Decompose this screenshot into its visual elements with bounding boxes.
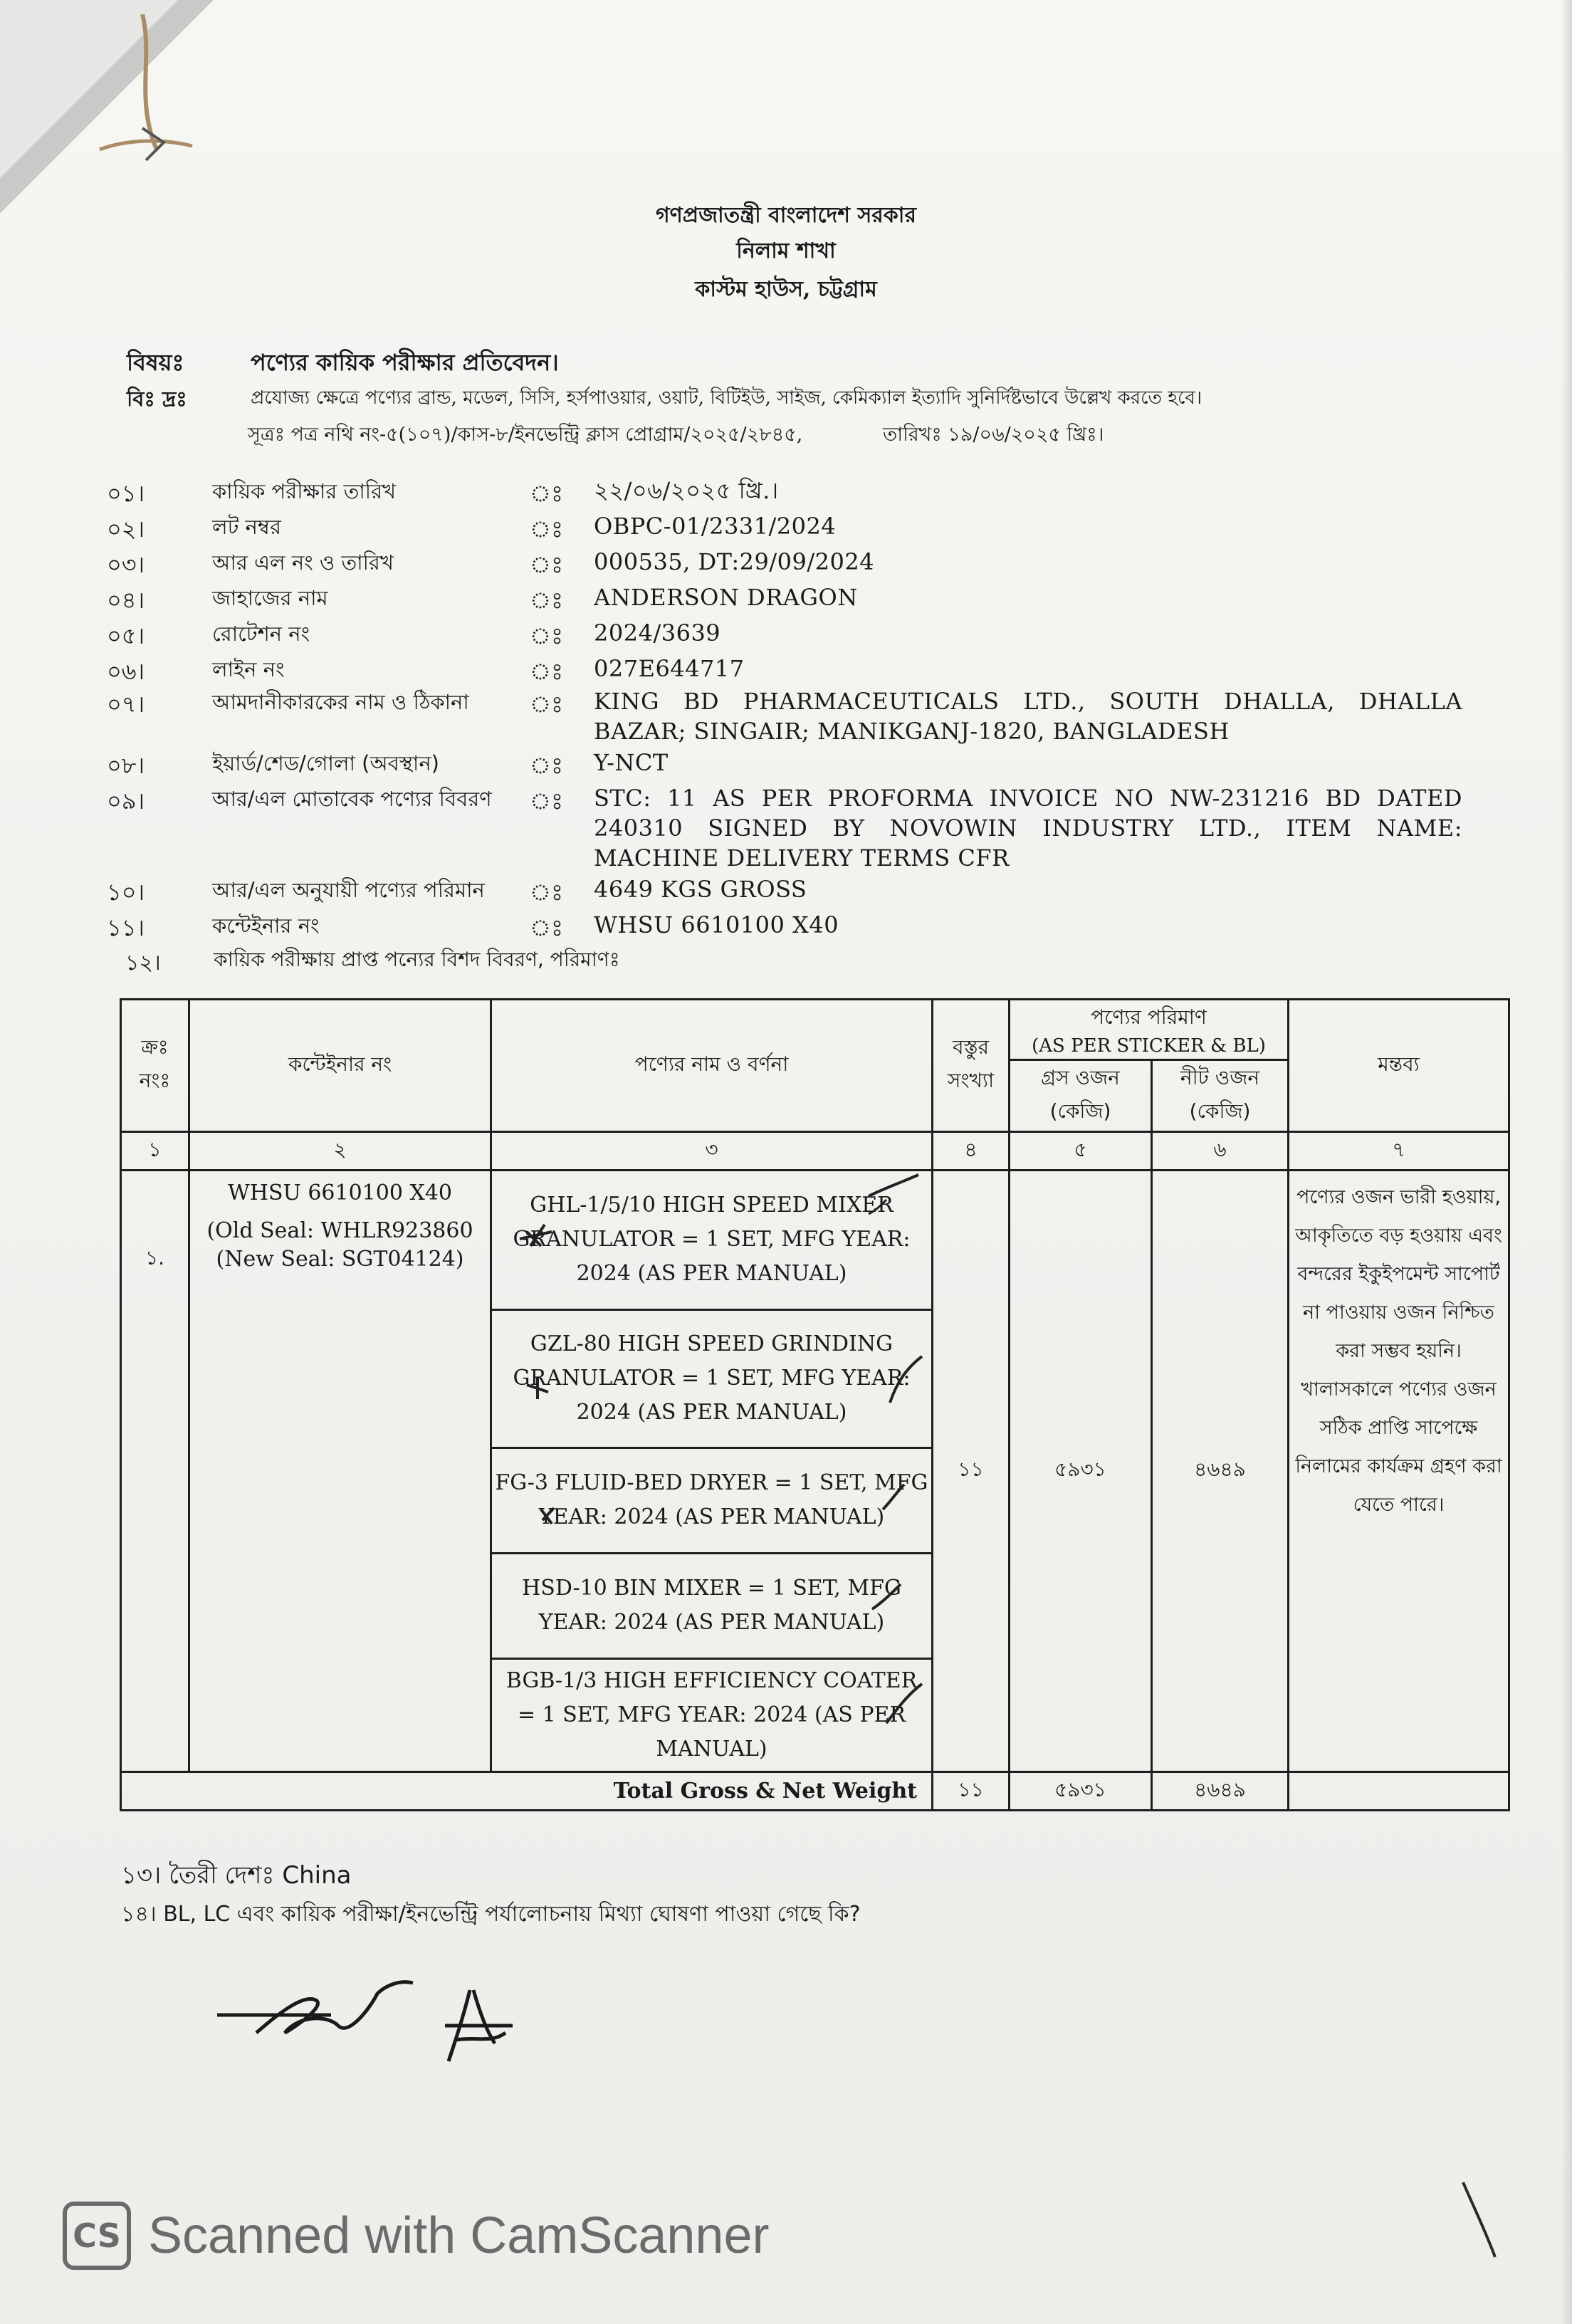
field-label: লাইন নং: [212, 657, 285, 681]
field-number: ০৪।: [107, 587, 145, 614]
field-value: 027E644717: [594, 655, 745, 682]
total-row: [121, 1771, 1509, 1810]
column-number-row: [121, 1131, 1509, 1170]
col-num: ৭: [1289, 1131, 1509, 1170]
header-section: নিলাম শাখা: [736, 239, 836, 263]
total-packages: ১১: [933, 1771, 1010, 1810]
reference-date: তারিখঃ ১৯/০৬/২০২৫ খ্রিঃ।: [883, 424, 1104, 446]
header-goods: পণ্যের নাম ও বর্ণনা: [491, 1000, 933, 1132]
subject-text: পণ্যের কায়িক পরীক্ষার প্রতিবেদন।: [251, 349, 559, 376]
string-tie-icon: [85, 14, 199, 178]
field-colon: ঃ: [530, 787, 564, 815]
field-number: ০১।: [107, 480, 145, 507]
note-text: প্রযোজ্য ক্ষেত্রে পণ্যের ব্রান্ড, মডেল, সিসি, হর্সপাওয়ার, ওয়াট, বিটিইউ, সাইজ, কেমিক্যাল ইত্যাদি সুনির্দিষ্টভাবে উল্লেখ করতে হবে।: [251, 387, 1202, 409]
note-label: বিঃ দ্রঃ: [127, 387, 187, 411]
camscanner-watermark: [63, 2202, 769, 2270]
gross-weight: ৫৯৩১: [1010, 1170, 1152, 1771]
goods-item: GHL-1/5/10 HIGH SPEED MIXER GRANULATOR = 1 SET, MFG YEAR: 2024 (AS PER MANUAL): [491, 1170, 933, 1309]
total-net: ৪৬৪৯: [1152, 1771, 1289, 1810]
field-value: KING BD PHARMACEUTICALS LTD., SOUTH DHALLA, DHALLA BAZAR; SINGAIR; MANIKGANJ-1820, BANGLADESH: [594, 688, 1462, 745]
field-colon: ঃ: [530, 658, 564, 685]
col-num: ৪: [933, 1131, 1010, 1170]
field-number: ০৮।: [107, 752, 145, 779]
field-label: আর/এল অনুযায়ী পণ্যের পরিমান: [212, 878, 485, 902]
total-gross: ৫৯৩১: [1010, 1771, 1152, 1810]
item12-number: ১২।: [125, 951, 161, 975]
field-colon: ঃ: [530, 587, 564, 614]
field-value: ২২/০৬/২০২৫ খ্রি.।: [594, 477, 779, 504]
item14-question: ১৪। BL, LC এবং কায়িক পরীক্ষা/ইনভেন্ট্রি পর্যালোচনায় মিথ্যা ঘোষণা পাওয়া গেছে কি?: [121, 1902, 861, 1927]
header-government: গণপ্রজাতন্ত্রী বাংলাদেশ সরকার: [656, 203, 916, 228]
field-colon: ঃ: [530, 879, 564, 906]
col-num: ৬: [1152, 1131, 1289, 1170]
field-number: ১১।: [107, 914, 145, 941]
total-label: Total Gross & Net Weight: [121, 1771, 933, 1810]
field-value: ANDERSON DRAGON: [594, 584, 858, 611]
field-colon: ঃ: [530, 515, 564, 543]
item12-text: কায়িক পরীক্ষায় প্রাপ্ত পন্যের বিশদ বিবরণ, পরিমাণঃ: [214, 948, 620, 971]
field-label: ইয়ার্ড/শেড/গোলা (অবস্থান): [212, 751, 439, 775]
net-weight: ৪৬৪৯: [1152, 1170, 1289, 1771]
goods-item: GZL-80 HIGH SPEED GRINDING GRANULATOR = 1 SET, MFG YEAR: 2024 (AS PER MANUAL): [491, 1309, 933, 1448]
item13-origin: ১৩। তৈরী দেশঃ China: [121, 1861, 352, 1890]
field-label: জাহাজের নাম: [212, 586, 328, 610]
handwritten-tick-marks: [498, 1168, 940, 1737]
field-value: 2024/3639: [594, 619, 721, 647]
header-remarks: মন্তব্য: [1289, 1000, 1509, 1132]
col-num: ৩: [491, 1131, 933, 1170]
container-cell: [189, 1170, 491, 1771]
field-number: ০৫।: [107, 622, 145, 649]
new-seal: (New Seal: SGT04124): [216, 1246, 464, 1272]
field-value: 4649 KGS GROSS: [594, 876, 807, 903]
header-serial: ক্রঃ নংঃ: [121, 1000, 189, 1132]
goods-item: HSD-10 BIN MIXER = 1 SET, MFG YEAR: 2024 (AS PER MANUAL): [491, 1553, 933, 1658]
packages-count: ১১: [933, 1170, 1010, 1771]
field-number: ০৭।: [107, 691, 145, 718]
field-value: OBPC-01/2331/2024: [594, 513, 837, 540]
header-packages: বস্তুর সংখ্যা: [933, 1000, 1010, 1132]
field-label: আমদানীকারকের নাম ও ঠিকানা: [212, 690, 469, 714]
field-number: ১০।: [107, 879, 145, 906]
camscanner-logo: CS: [63, 2202, 131, 2270]
field-label: আর/এল মোতাবেক পণ্যের বিবরণ: [212, 787, 492, 811]
camscanner-text: Scanned with CamScanner: [148, 2207, 770, 2264]
field-colon: ঃ: [530, 691, 564, 718]
field-number: ০২।: [107, 515, 145, 543]
header-gross: গ্রস ওজন (কেজি): [1010, 1059, 1152, 1131]
pen-stroke: [1460, 2179, 1502, 2264]
col-num: ১: [121, 1131, 189, 1170]
page-edge-shadow: [1561, 0, 1572, 2324]
field-number: ০৩।: [107, 551, 145, 578]
field-label: আর এল নং ও তারিখ: [212, 550, 394, 575]
field-value: 000535, DT:29/09/2024: [594, 548, 875, 575]
header-office: কাস্টম হাউস, চট্টগ্রাম: [695, 277, 877, 302]
goods-item: BGB-1/3 HIGH EFFICIENCY COATER = 1 SET, MFG YEAR: 2024 (AS PER MANUAL): [491, 1658, 933, 1771]
header-quantity: [1010, 1000, 1289, 1059]
header-net: নীট ওজন (কেজি): [1152, 1059, 1289, 1131]
reference-text: সূত্রঃ পত্র নথি নং-৫(১০৭)/কাস-৮/ইনভেন্ট্রি ক্লাস প্রোগ্রাম/২০২৫/২৮৪৫,: [248, 424, 803, 446]
goods-item: FG-3 FLUID-BED DRYER = 1 SET, MFG YEAR: 2024 (AS PER MANUAL): [491, 1448, 933, 1553]
header-container: কন্টেইনার নং: [189, 1000, 491, 1132]
field-value: STC: 11 AS PER PROFORMA INVOICE NO NW-231216 BD DATED 240310 SIGNED BY NOVOWIN INDUSTRY LTD., ITEM NAME: MACHINE DELIVERY TERMS CFR: [594, 785, 1462, 872]
field-label: কায়িক পরীক্ষার তারিখ: [212, 479, 397, 503]
container-number: WHSU 6610100 X40: [227, 1180, 453, 1205]
header-quantity-sub: (AS PER STICKER & BL): [1032, 1035, 1266, 1057]
field-number: ০৬।: [107, 658, 145, 685]
field-colon: ঃ: [530, 622, 564, 649]
field-colon: ঃ: [530, 752, 564, 779]
subject-label: বিষয়ঃ: [127, 349, 184, 376]
remarks-cell: পণ্যের ওজন ভারী হওয়ায়, আকৃতিতে বড় হওয়ায় এবং বন্দরের ইকুইপমেন্ট সাপোর্ট না পাওয়ায় ওজন নিশ্চিত করা সম্ভব হয়নি। খালাসকালে পণ্যের ওজন সঠিক প্রাপ্তি সাপেক্ষে নিলামের কার্যক্রম গ্রহণ করা যেতে পারে।: [1289, 1170, 1509, 1771]
field-colon: ঃ: [530, 914, 564, 941]
col-num: ২: [189, 1131, 491, 1170]
field-colon: ঃ: [530, 480, 564, 507]
signature-icon: [206, 1965, 548, 2072]
field-value: Y-NCT: [594, 749, 669, 776]
field-label: কন্টেইনার নং: [212, 914, 320, 938]
field-label: লট নম্বর: [212, 515, 281, 539]
field-label: রোটেশন নং: [212, 622, 310, 646]
field-number: ০৯।: [107, 787, 145, 815]
col-num: ৫: [1010, 1131, 1152, 1170]
field-colon: ঃ: [530, 551, 564, 578]
header-quantity-title: পণ্যের পরিমাণ: [1091, 1005, 1207, 1029]
field-value: WHSU 6610100 X40: [594, 911, 839, 938]
row-serial: ১.: [121, 1170, 189, 1771]
total-remarks: [1289, 1771, 1509, 1810]
old-seal: (Old Seal: WHLR923860: [206, 1218, 473, 1243]
